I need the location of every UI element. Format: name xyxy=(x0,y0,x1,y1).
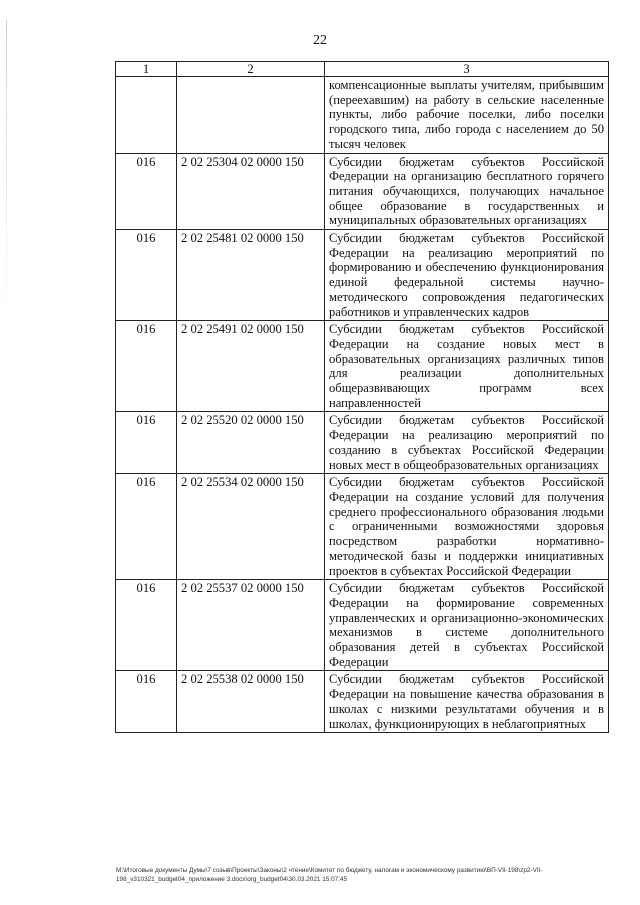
admin-code-cell xyxy=(116,77,177,154)
description-cell: Субсидии бюджетам субъектов Российской Федерации на организацию бесплатного горячего питания обучающихся, получающих начальное общее образование в государственных и муниципальных образовательных организациях xyxy=(325,153,609,230)
table-row xyxy=(116,230,609,321)
column-header-code: 2 xyxy=(177,62,325,77)
description-cell: Субсидии бюджетам субъектов Российской Федерации на повышение качества образования в школах с низкими результатами обучения и в школах, функционирующих в неблагоприятных xyxy=(325,671,609,733)
admin-code-cell: 016 xyxy=(116,153,177,230)
admin-code-cell: 016 xyxy=(116,474,177,580)
table-row xyxy=(116,580,609,671)
file-path-line-1: M:\Итоговые документы Думы\7 созыв\Проекты\Законы\2 чтение\Комитет по бюджету, налогам и экономическому развитию\ВП-VII-198\zp2-VII- xyxy=(116,867,543,874)
file-path-line-2: 198_v310321_budget04_приложение 3.docx\org_budget04\30.03.2021 15:07:45 xyxy=(116,876,348,883)
budget-code-cell: 2 02 25538 02 0000 150 xyxy=(177,671,325,733)
table-row xyxy=(116,77,609,154)
table-row xyxy=(116,474,609,580)
column-header-admin: 1 xyxy=(116,62,177,77)
budget-code-cell: 2 02 25520 02 0000 150 xyxy=(177,412,325,474)
description-cell: компенсационные выплаты учителям, прибывшим (переехавшим) на работу в сельские населенные пункты, либо рабочие поселки, либо поселки городского типа, либо города с населением до 50 тысяч человек xyxy=(325,77,609,154)
budget-code-cell: 2 02 25304 02 0000 150 xyxy=(177,153,325,230)
table-row xyxy=(116,321,609,412)
budget-code-cell: 2 02 25537 02 0000 150 xyxy=(177,580,325,671)
scan-edge-shadow xyxy=(6,20,7,320)
table-header-row xyxy=(116,62,609,77)
budget-code-cell: 2 02 25481 02 0000 150 xyxy=(177,230,325,321)
budget-classification-table xyxy=(115,61,609,733)
description-cell: Субсидии бюджетам субъектов Российской Федерации на реализацию мероприятий по созданию в субъектах Российской Федерации новых мест в общеобразовательных организациях xyxy=(325,412,609,474)
page-number: 22 xyxy=(313,33,327,48)
description-cell: Субсидии бюджетам субъектов Российской Федерации на создание условий для получения среднего профессионального образования людьми с ограниченными возможностями здоровья посредством разработки нормативно-методической базы и поддержки инициативных проектов в субъектах Российской Федерации xyxy=(325,474,609,580)
table-row xyxy=(116,153,609,230)
file-path-footer xyxy=(116,866,616,884)
table-row xyxy=(116,412,609,474)
description-cell: Субсидии бюджетам субъектов Российской Федерации на создание новых мест в образовательных организациях различных типов для реализации дополнительных общеразвивающих программ всех направленностей xyxy=(325,321,609,412)
description-cell: Субсидии бюджетам субъектов Российской Федерации на реализацию мероприятий по формированию и обеспечению функционирования единой федеральной системы научно-методического сопровождения педагогических работников и управленческих кадров xyxy=(325,230,609,321)
budget-code-cell: 2 02 25491 02 0000 150 xyxy=(177,321,325,412)
budget-code-cell: 2 02 25534 02 0000 150 xyxy=(177,474,325,580)
admin-code-cell: 016 xyxy=(116,671,177,733)
table-row xyxy=(116,671,609,733)
admin-code-cell: 016 xyxy=(116,321,177,412)
column-header-description: 3 xyxy=(325,62,609,77)
admin-code-cell: 016 xyxy=(116,230,177,321)
admin-code-cell: 016 xyxy=(116,580,177,671)
admin-code-cell: 016 xyxy=(116,412,177,474)
description-cell: Субсидии бюджетам субъектов Российской Федерации на формирование современных управленческих и организационно-экономических механизмов в системе дополнительного образования детей в субъектах Российской Федерации xyxy=(325,580,609,671)
budget-code-cell xyxy=(177,77,325,154)
